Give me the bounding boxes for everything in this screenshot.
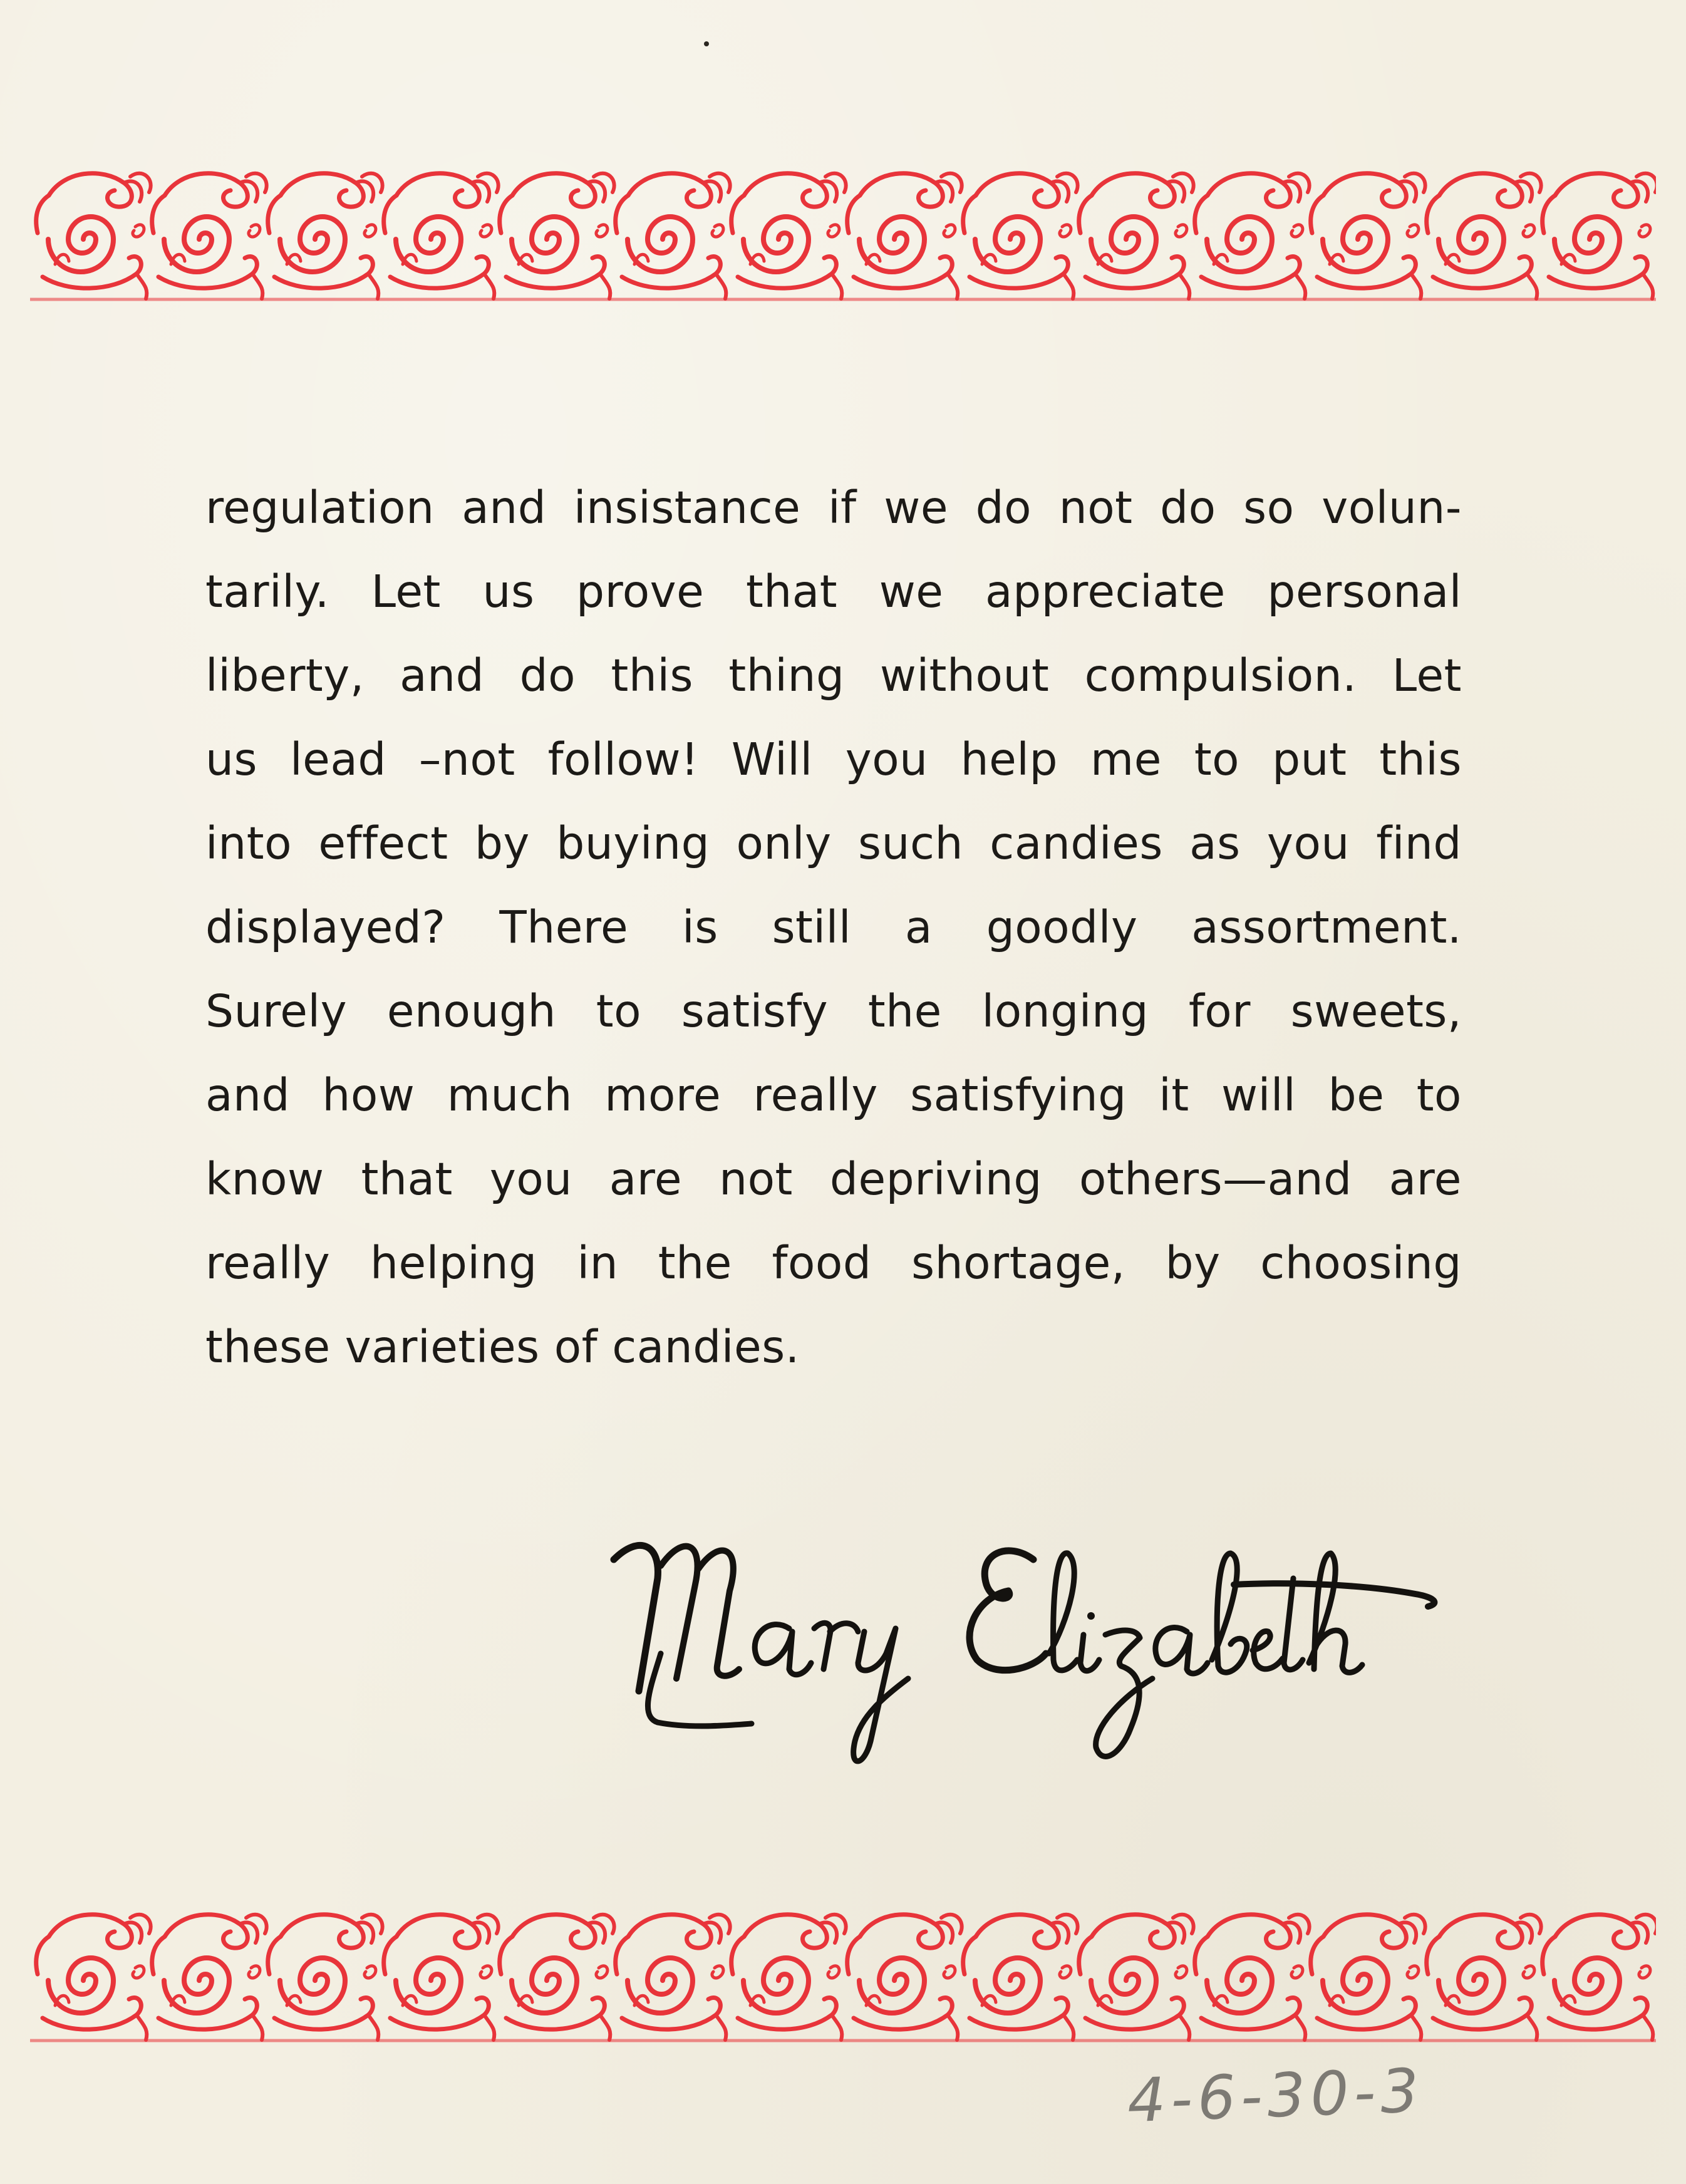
archive-catalog-number: 4-6-30-3	[1126, 2055, 1425, 2136]
top-ornamental-border	[30, 158, 1656, 306]
scroll-vine-ornament-icon	[30, 158, 1656, 306]
body-line: and how much more really satisfying it will be to	[205, 1069, 1462, 1121]
body-line: know that you are not depriving others—and are	[205, 1153, 1462, 1205]
body-line: these varieties of candies.	[205, 1321, 800, 1373]
letter-body	[205, 466, 1462, 1389]
body-line: Surely enough to satisfy the longing for sweets,	[205, 985, 1462, 1037]
signature-mary-elizabeth	[601, 1491, 1466, 1791]
body-line: displayed? There is still a goodly assortment.	[205, 901, 1462, 953]
ink-speck	[704, 41, 709, 46]
body-line: us lead –not follow! Will you help me to put this	[205, 733, 1462, 785]
body-line: really helping in the food shortage, by choosing	[205, 1237, 1462, 1289]
bottom-ornamental-border	[30, 1899, 1656, 2047]
body-line: into effect by buying only such candies as you find	[205, 817, 1462, 869]
body-line: regulation and insistance if we do not do so volun-	[205, 482, 1462, 534]
body-line: liberty, and do this thing without compulsion. Let	[205, 650, 1462, 701]
scroll-vine-ornament-icon	[30, 1899, 1656, 2047]
body-line: tarily. Let us prove that we appreciate personal	[205, 566, 1462, 618]
handwritten-signature-icon	[601, 1491, 1466, 1791]
